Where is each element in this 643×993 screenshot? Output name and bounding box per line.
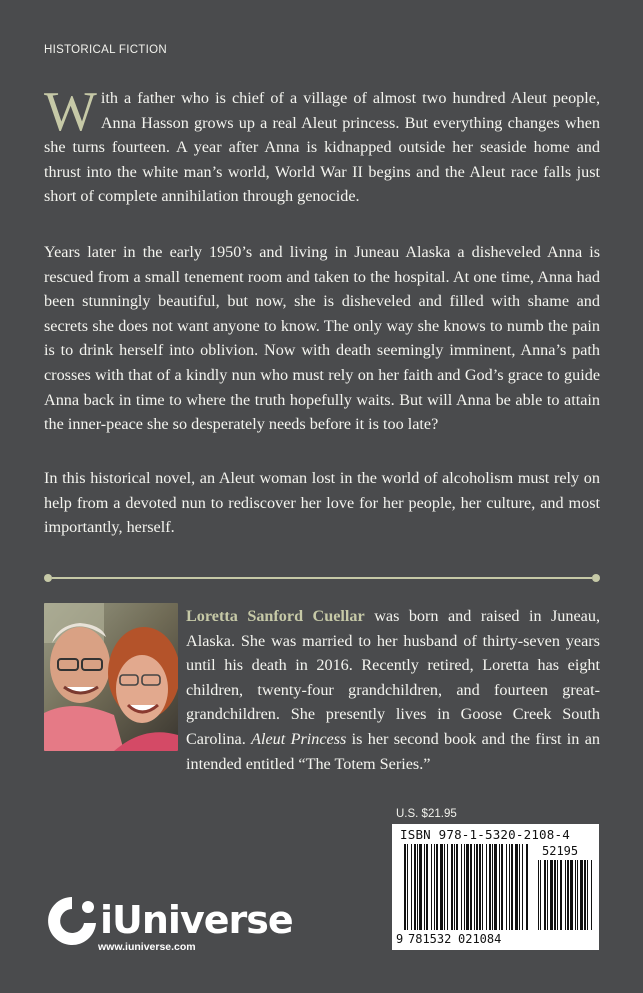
book-title: Aleut Princess	[251, 729, 347, 748]
price-code: 52195	[542, 844, 579, 858]
barcode-digits-right: 021084	[458, 932, 502, 946]
author-photo	[44, 603, 178, 751]
synopsis-paragraph-1	[44, 81, 600, 209]
isbn-barcode	[392, 824, 599, 950]
author-photo-image	[44, 603, 178, 751]
divider-line	[52, 577, 592, 579]
author-name: Loretta Sanford Cuellar	[186, 607, 365, 625]
synopsis-paragraph-2: Years later in the early 1950’s and living in Juneau Alaska a disheveled Anna is rescued from a small tenement room and taken to the hospital. At one time, Anna had been stunningly beautiful, but now, she is disheveled and filled with shame and secrets she does not want anyone to know. The only way she knows to numb the pain is to drink herself into oblivion. Now with death seemingly imminent, Anna’s path crosses with that of a kindly nun who must rely on her faith and God’s grace to guide Anna back in time to where the truth hopefully waits. But will Anna be able to attain the inner-peace she so desperately needs before it is too late?	[44, 243, 600, 434]
author-bio-text-end: is her second book and the first in an intended entitled “The Totem Series.”	[186, 729, 600, 773]
publisher-swirl-icon	[44, 893, 100, 949]
barcode-digits-left: 781532	[408, 932, 452, 946]
synopsis-paragraph-1-text: ith a father who is chief of a village of almost two hundred Aleut people, Anna Hasson grows up a real Aleut princess. But everything changes when she turns fourteen. A year after Anna is kidnapped outside her seaside home and thrust into the white man’s world, World War II begins and the Aleut race falls just short of complete annihilation through genocide.	[44, 89, 600, 206]
divider-dot-right	[592, 574, 600, 582]
barcode-digit-first: 9	[396, 932, 404, 946]
publisher-logo	[44, 893, 293, 955]
author-bio-text: was born and raised in Juneau, Alaska. She was married to her husband of thirty-seven years until his death in 2016. Recently retired, Loretta has eight children, twenty-four grandchildren, and fourteen great-grandchildren. She presently lives in Goose Creek South Carolina.	[186, 607, 601, 748]
section-divider	[44, 572, 600, 584]
isbn-text: ISBN 978-1-5320-2108-4	[400, 827, 570, 842]
publisher-url: www.iuniverse.com	[98, 941, 196, 953]
author-bio	[186, 604, 600, 776]
drop-cap: W	[44, 81, 97, 143]
synopsis-paragraph-3: In this historical novel, an Aleut woman lost in the world of alcoholism must rely on help from a devoted nun to rediscover her love for her people, her culture, and most importantly, herself.	[44, 469, 600, 537]
divider-dot-left	[44, 574, 52, 582]
price-label: U.S. $21.95	[396, 808, 457, 820]
publisher-name: iUniverse	[100, 898, 293, 942]
genre-label: HISTORICAL FICTION	[44, 44, 167, 56]
